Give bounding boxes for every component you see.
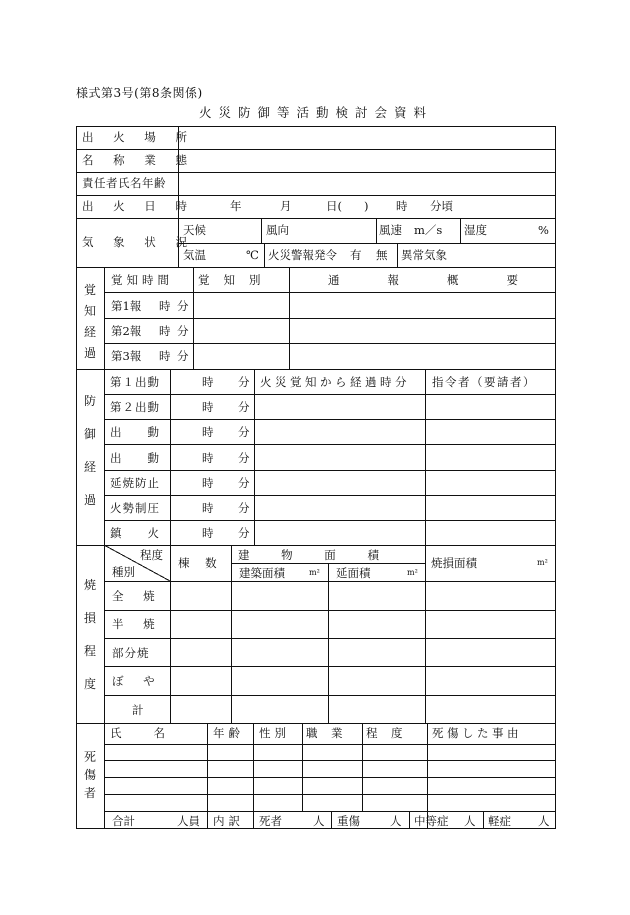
fire-warning-label: 火災警報発令: [268, 248, 337, 262]
report-3-hour: 時: [159, 349, 171, 363]
moderate-label: 中等症: [414, 814, 449, 828]
row3-minute: 分: [238, 425, 250, 439]
year-unit: 年: [230, 199, 242, 213]
row2-hour: 時: [202, 400, 214, 414]
mild-label: 軽症: [488, 814, 511, 828]
row6-hour: 時: [202, 501, 214, 515]
row6-minute: 分: [238, 501, 250, 515]
row5-minute: 分: [238, 476, 250, 490]
dispatch-1-label: 第１出動: [110, 375, 160, 389]
responsible-label: 責任者氏名年齢: [82, 176, 166, 190]
report-2-hour: 時: [159, 324, 171, 338]
total-row-label: 計: [132, 703, 144, 717]
defense-process-label: 防 御 経 過: [83, 394, 96, 507]
age-header: 年齢: [213, 726, 244, 740]
construction-area-header: 建築面積: [239, 566, 285, 580]
humidity-unit: %: [538, 223, 549, 237]
damage-area-unit: m²: [537, 558, 548, 567]
degree-header: 程度: [140, 548, 163, 562]
form-number: 様式第3号(第8条関係): [76, 86, 203, 100]
awareness-time-header: 覚知時間: [111, 273, 173, 287]
mild-unit: 人: [538, 814, 550, 828]
breakdown-label: 内訳: [213, 814, 244, 828]
fire-control-label: 火勢制圧: [110, 501, 160, 515]
wind-direction-label: 風向: [266, 223, 289, 237]
moderate-unit: 人: [464, 814, 476, 828]
floor-area-header: 延面積: [336, 566, 371, 580]
damage-degree-label: 焼 損 程 度: [83, 578, 96, 691]
row1-minute: 分: [238, 375, 250, 389]
severity-header: 程 度: [366, 726, 404, 740]
report-1-hour: 時: [159, 299, 171, 313]
awareness-process-label: 覚 知 経 過: [83, 283, 96, 360]
minute-unit: 分頃: [430, 199, 453, 213]
hour-unit: 時: [396, 199, 408, 213]
report-1-label: 第1報: [111, 299, 142, 313]
small-fire-label: ぼ や: [112, 674, 163, 688]
fire-warning-yes: 有: [350, 248, 362, 262]
form-title: 火災防御等活動検討会資料: [198, 105, 433, 120]
month-unit: 月: [280, 199, 292, 213]
fire-place-label: 出 火 場 所: [82, 130, 195, 144]
occupation-header: 職 業: [306, 726, 344, 740]
form-table: [76, 126, 566, 829]
partial-burn-label: 部分焼: [112, 646, 150, 660]
abnormal-weather-label: 異常気象: [401, 248, 447, 262]
report-1-minute: 分: [177, 299, 189, 313]
total-label: 合計: [112, 814, 135, 828]
dead-unit: 人: [313, 814, 325, 828]
report-3-label: 第3報: [111, 349, 142, 363]
temperature-label: 気温: [183, 248, 206, 262]
dead-label: 死者: [259, 814, 282, 828]
name-header: 氏 名: [110, 726, 168, 740]
report-summary-header: 通報概要: [328, 273, 566, 287]
row1-hour: 時: [202, 375, 214, 389]
casualties-label: 死 傷 者: [83, 750, 96, 800]
kind-header: 種別: [112, 565, 135, 579]
gender-header: 性別: [259, 726, 290, 740]
wind-speed-unit: m／s: [414, 223, 443, 237]
report-2-label: 第2報: [111, 324, 142, 338]
elapsed-time-header: 火災覚知から経過時分: [260, 375, 410, 389]
dispatch-4-label: 出動: [110, 451, 185, 465]
row4-minute: 分: [238, 451, 250, 465]
weather-field-label: 天候: [183, 223, 206, 237]
name-business-label: 名 称 業 態: [82, 153, 195, 167]
temperature-unit: ℃: [246, 248, 259, 262]
building-count-header: 棟 数: [178, 556, 223, 570]
damage-area-header: 焼損面積: [431, 556, 477, 570]
construction-area-unit: m²: [309, 568, 320, 577]
report-2-minute: 分: [177, 324, 189, 338]
persons-label: 人員: [177, 814, 200, 828]
row2-minute: 分: [238, 400, 250, 414]
weather-label: 気 象 状 況: [82, 235, 195, 249]
report-3-minute: 分: [177, 349, 189, 363]
casualty-cause-header: 死傷した事由: [432, 726, 522, 740]
day-close: ): [364, 199, 369, 213]
serious-label: 重傷: [337, 814, 360, 828]
row7-hour: 時: [202, 526, 214, 540]
total-burn-label: 全 焼: [112, 589, 163, 603]
dispatch-2-label: 第２出動: [110, 400, 160, 414]
half-burn-label: 半 焼: [112, 617, 163, 631]
floor-area-unit: m²: [407, 568, 418, 577]
row5-hour: 時: [202, 476, 214, 490]
awareness-type-header: 覚知別: [198, 273, 275, 287]
humidity-label: 湿度: [464, 223, 487, 237]
serious-unit: 人: [390, 814, 402, 828]
spread-prevention-label: 延焼防止: [110, 476, 160, 490]
extinguished-label: 鎮火: [110, 526, 185, 540]
commander-header: 指令者（要請者）: [432, 375, 536, 389]
fire-datetime-label: 出 火 日 時: [82, 199, 195, 213]
fire-warning-no: 無: [376, 248, 388, 262]
day-unit: 日(: [326, 199, 342, 213]
row4-hour: 時: [202, 451, 214, 465]
building-area-header: 建 物 面 積: [238, 548, 393, 562]
row7-minute: 分: [238, 526, 250, 540]
wind-speed-label: 風速: [379, 223, 402, 237]
row3-hour: 時: [202, 425, 214, 439]
dispatch-3-label: 出動: [110, 425, 185, 439]
